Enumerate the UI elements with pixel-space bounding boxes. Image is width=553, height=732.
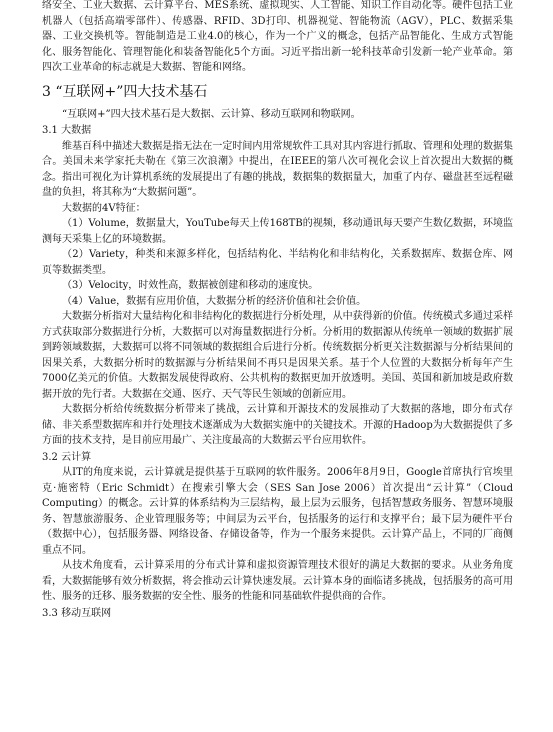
paragraph-cloud-technology: 从技术角度看，云计算采用的分布式计算和虚拟资源管理技术很好的满足大数据的要求。从业务角度看，大数据能够有效分析数据，将会推动云计算快速发展。云计算本身的面临诸多挑战，包括服务的高可用性、服务的迁移、服务数据的安全性、服务的性能和同基础软件提供商的合作。	[42, 560, 513, 602]
list-item-value: （4）Value，数据有应用价值，大数据分析的经济价值和社会价值。	[62, 295, 367, 307]
paragraph-cloud-definition: 从IT的角度来说，云计算就是提供基于互联网的软件服务。2006年8月9日，Google首席执行官埃里克·施密特（Eric Schmidt）在搜索引擎大会（SES San Jose 2006）首次提出“云计算”（Cloud Computing）的概念。云计算的体系结构为三层结构，最上层为云服务，包括智慧政务服务、智慧环境服务、智慧旅游服务、企业管理服务等；中间层为云平台，包括服务的运行和支撑平台；最下层为硬件平台（数据中心），包括服务器、网络设备、存储设备等，作为一个服务来提供。云计算产品上，不同的厂商侧重点不同。	[42, 467, 513, 556]
list-item-volume: （1）Volume，数据量大，YouTube每天上传168TB的视频，移动通讯每天要产生数亿数据，环境监测每天采集上亿的环境数据。	[42, 218, 513, 245]
paragraph-big-data-analysis: 大数据分析指对大量结构化和非结构化的数据进行分析处理，从中获得新的价值。传统模式多通过采样方式获取部分数据进行分析，大数据可以对海量数据进行分析。分析用的数据源从传统单一领域的数据扩展到跨领域数据，大数据可以将不同领域的数据组合后进行分析。传统数据分析更关注数据源与分析结果间的因果关系，大数据分析时的数据源与分析结果间不再只是因果关系。基于个人位置的大数据分析每年产生7000亿美元的价值。大数据发展使得政府、公共机构的数据更加开放透明。美国、英国和新加坡是政府数据开放的先行者。大数据在交通、医疗、天气等民生领域的创新应用。	[42, 311, 513, 400]
paragraph-big-data-definition: 维基百科中描述大数据是指无法在一定时间内用常规软件工具对其内容进行抓取、管理和处理的数据集合。美国未来学家托夫勒在《第三次浪潮》中提出，在IEEE的第八次可视化会议上首次提出大数据的概念。指出可视化为计算机系统的发展提出了有趣的挑战，数据集的数据量大，加重了内存、磁盘甚至远程磁盘的负担，将其称为“大数据问题”。	[42, 140, 513, 198]
subsection-heading-cloud-computing: 3.2 云计算	[42, 451, 92, 463]
paragraph-4v-intro: 大数据的4V特征：	[62, 202, 146, 214]
list-item-velocity: （3）Velocity，时效性高，数据被创建和移动的速度快。	[62, 280, 319, 291]
paragraph-big-data-challenges: 大数据分析给传统数据分析带来了挑战，云计算和开源技术的发展推动了大数据的落地，即分布式存储、非关系型数据库和并行处理技术逐渐成为大数据实施中的关键技术。开源的Hadoop为大数据提供了多方面的技术支持，是目前应用最广、关注度最高的大数据云平台应用软件。	[42, 404, 513, 446]
subsection-heading-big-data: 3.1 大数据	[42, 125, 92, 136]
subsection-heading-mobile-internet: 3.3 移动互联网	[42, 607, 112, 619]
paragraph-four-pillars: “互联网+”四大技术基石是大数据、云计算、移动互联网和物联网。	[62, 108, 361, 120]
paragraph-intelligent-manufacturing: 络安全、工业大数据、云计算平台、MES系统、虚拟现实、人工智能、知识工作自动化等。硬件包括工业机器人（包括高端零部件）、传感器、RFID、3D打印、机器视觉、智能物流（AGV），PLC、数据采集器、工业交换机等。智能制造是工业4.0的核心，作为一个广义的概念，包括产品智能化、生成方式智能化、服务智能化、管理智能化和装备智能化5个方面。习近平指出新一轮科技革命引发新一轮产业革命。第四次工业革命的标志就是大数据、智能和网络。	[42, 0, 513, 73]
section-heading-internet-plus: 3 “互联网+”四大技术基石	[42, 83, 208, 100]
list-item-variety: （2）Variety，种类和来源多样化，包括结构化、半结构化和非结构化，关系数据库、数据仓库、网页等数据类型。	[42, 249, 513, 276]
